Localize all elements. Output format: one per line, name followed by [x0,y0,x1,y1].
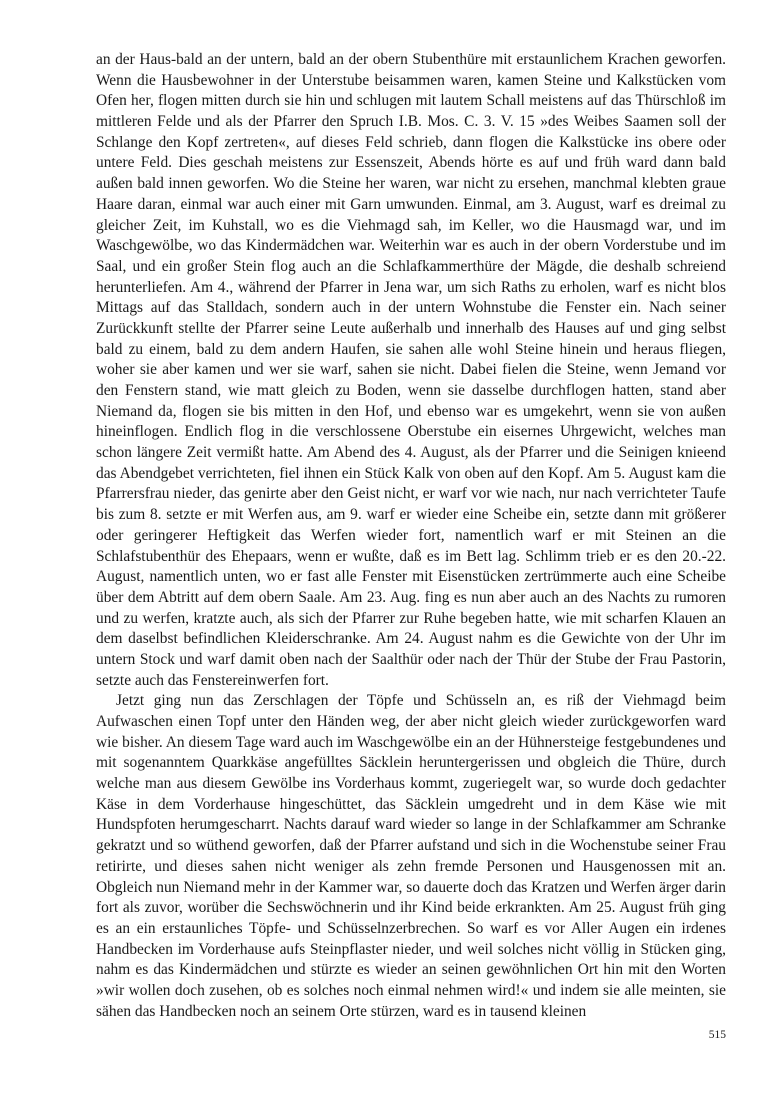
body-text [96,50,726,1022]
paragraph-1: an der Haus-bald an der untern, bald an der obern Stubenthüre mit erstaunlichem Krachen geworfen. Wenn die Hausbewohner in der Unterstube beisammen waren, kamen Steine und Kalkstücken vom Ofen her, flogen mitten durch sie hin und schlugen mit lautem Schall meistens auf das Thürschloß im mittleren Felde und als der Pfarrer den Spruch I.B. Mos. C. 3. V. 15 »des Weibes Saamen soll der Schlange den Kopf zertreten«, auf dieses Feld schrieb, dann flogen die Kalkstücke ins obere oder untere Feld. Dies geschah meistens zur Essenszeit, Abends hörte es auf und früh ward dann bald außen bald innen geworfen. Wo die Steine her waren, war nicht zu ersehen, manchmal klebten graue Haare daran, einmal war auch einer mit Garn umwunden. Einmal, am 3. August, warf es dreimal zu gleicher Zeit, im Kuhstall, wo es die Viehmagd sah, im Keller, wo die Hausmagd war, und im Waschgewölbe, wo das Kindermädchen war. Weiterhin war es auch in der obern Vorderstube und im Saal, und ein großer Stein flog auch an die Schlafkammerthüre der Mägde, die deshalb schreiend herunterliefen. Am 4., während der Pfarrer in Jena war, um sich Raths zu erholen, warf es nicht blos Mittags auf das Stalldach, sondern auch in der untern Wohnstube die Fenster ein. Nach seiner Zurückkunft stellte der Pfarrer seine Leute außerhalb und innerhalb des Hauses auf und ging selbst bald zu einem, bald zu dem andern Haufen, sie sahen alle wohl Steine hinein und heraus fliegen, woher sie aber kamen und wer sie warf, sahen sie nicht. Dabei fielen die Steine, wenn Jemand vor den Fenstern stand, wie matt gleich zu Boden, wenn sie dasselbe durchflogen hatten, stand aber Niemand da, flogen sie bis mitten in den Hof, und ebenso war es umgekehrt, wenn sie von außen hineinflogen. Endlich flog in die verschlossene Oberstube ein eisernes Uhrgewicht, welches man schon längere Zeit vermißt hatte. Am Abend des 4. August, als der Pfarrer und die Seinigen knieend das Abendgebet verrichteten, fiel ihnen ein Stück Kalk von oben auf den Kopf. Am 5. August kam die Pfarrersfrau nieder, das genirte aber den Geist nicht, er warf vor wie nach, nur nach verrichteter Taufe bis zum 8. setzte er mit Werfen aus, am 9. warf er wieder eine Scheibe ein, setzte dann mit größerer oder geringerer Heftigkeit das Werfen wieder fort, namentlich warf er mit Steinen an die Schlafstubenthür des Ehepaars, wenn er wußte, daß es im Bett lag. Schlimm trieb er es den 20.-22. August, namentlich unten, wo er fast alle Fenster mit Eisenstücken zertrümmerte auch eine Scheibe über dem Abtritt auf dem obern Saale. Am 23. Aug. fing es nun aber auch an des Nachts zu rumoren und zu werfen, kratzte auch, als sich der Pfarrer zur Ruhe begeben hatte, wie mit scharfen Klauen an dem daselbst befindlichen Kleiderschranke. Am 24. August nahm es die Gewichte von der Uhr im untern Stock und warf damit oben nach der Saalthür oder nach der Thür der Stube der Frau Pastorin, setzte auch das Fenstereinwerfen fort. [96,51,726,689]
page-number: 515 [708,1029,726,1041]
paragraph-2: Jetzt ging nun das Zerschlagen der Töpfe und Schüsseln an, es riß der Viehmagd beim Aufwaschen einen Topf unter den Händen weg, der aber nicht gleich wieder zurückgeworfen ward wie bisher. An diesem Tage ward auch im Waschgewölbe ein an der Hühnersteige festgebundenes und mit sogenanntem Quarkkäse angefülltes Säcklein heruntergerissen und obgleich die Thüre, durch welche man aus diesem Gewölbe ins Vorderhaus kommt, zugeriegelt war, so wurde doch gedachter Käse in dem Vorderhause hingeschüttet, das Säcklein umgedreht und in dem Käse wie mit Hundspfoten herumgescharrt. Nachts darauf ward wieder so lange in der Schlafkammer am Schranke gekratzt und so wüthend geworfen, daß der Pfarrer aufstand und sich in die Wochenstube seiner Frau retirirte, und dieses sahen nicht weniger als zehn fremde Personen und Hausgenossen mit an. Obgleich nun Niemand mehr in der Kammer war, so dauerte doch das Kratzen und Werfen ärger darin fort als zuvor, worüber die Sechswöchnerin und ihr Kind beide erkrankten. Am 25. August früh ging es an ein erstaunliches Töpfe- und Schüsselnzerbrechen. So warf es vor Aller Augen ein irdenes Handbecken im Vorderhause aufs Steinpflaster nieder, und weil solches nicht völlig in Stücken ging, nahm es das Kindermädchen und stürzte es wieder an seinen gewöhnlichen Ort hin mit den Worten »wir wollen doch zusehen, ob es solches noch einmal nehmen wird!« und indem sie alle meinten, sie sähen das Handbecken noch an seinem Orte stürzen, ward es in tausend kleinen [96,692,726,1020]
